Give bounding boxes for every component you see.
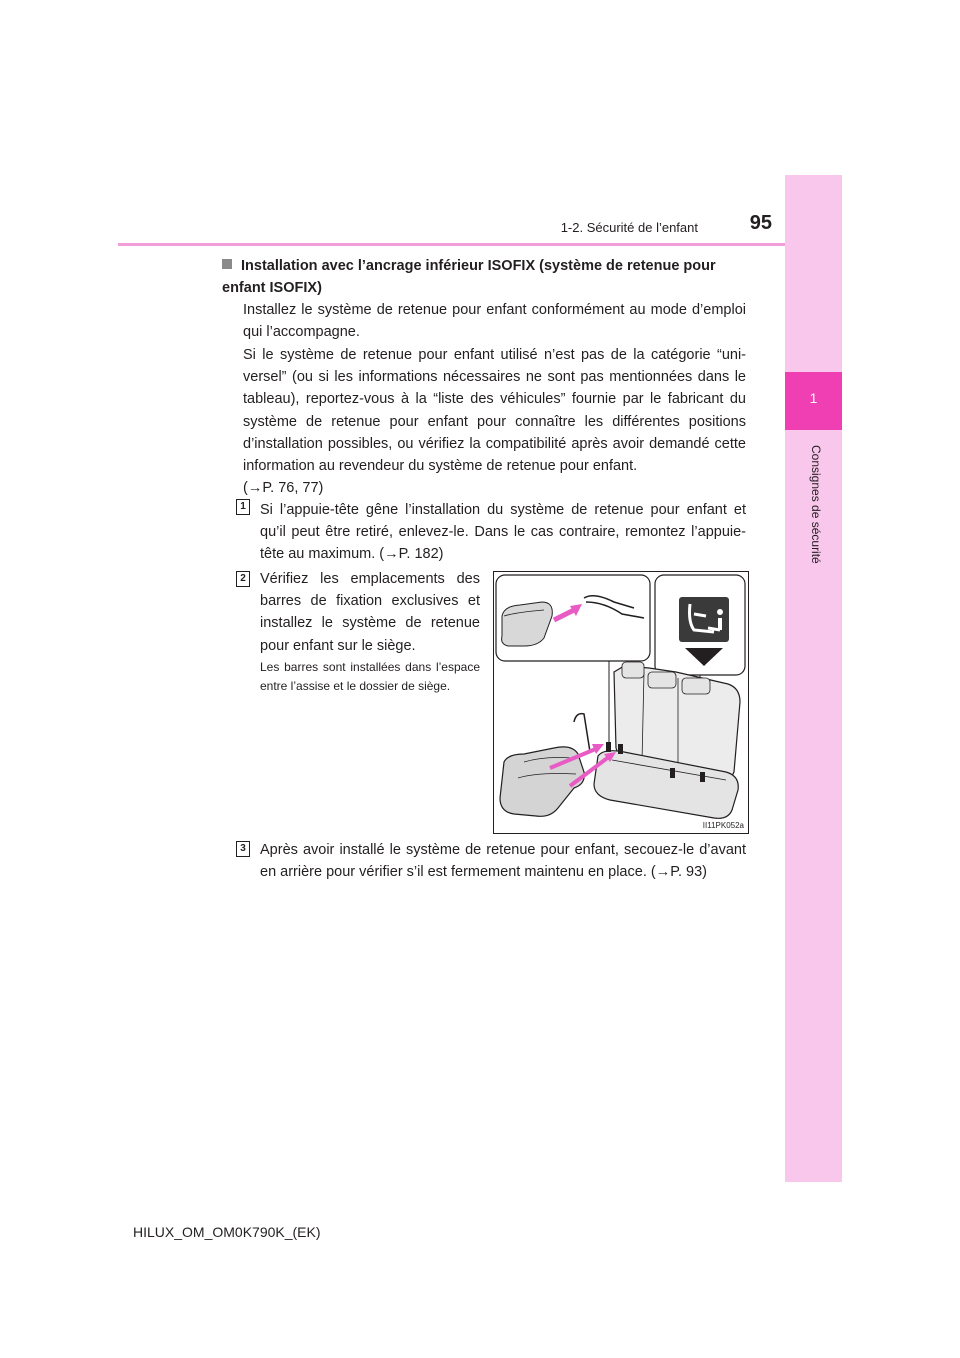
- seat-illustration: [494, 572, 748, 833]
- header-rule: [118, 243, 785, 246]
- isofix-installation-figure: [493, 571, 749, 834]
- step-number-badge: 1: [236, 499, 250, 515]
- section-title: 1-2. Sécurité de l’enfant: [560, 220, 698, 235]
- step-text: Si l’appuie-tête gêne l’installation du système de retenue pour enfant et qu’il peut être retiré, enlevez-le. Dans le cas contraire, remontez l’appuie-tête au maximum. (→P. 182): [260, 502, 746, 563]
- subsection-heading-text: Installation avec l’ancrage inférieur ISOFIX (système de retenue pour enfant ISOFIX): [222, 258, 716, 296]
- paragraph-reference: (→P. 76, 77): [243, 480, 324, 496]
- document-code-footer: HILUX_OM_OM0K790K_(EK): [133, 1224, 321, 1240]
- paragraph-compatibility: Si le système de retenue pour enfant utilisé n’est pas de la catégorie “uni- versel” (ou si les informations nécessaires ne sont pas mentionnées dans le tableau), reportez-vous à la “liste des véhicules” fournie par le fabricant du système de retenue pour enfant pour connaître les différentes positions d’installation possibles, ou vérifiez la compatibilité après avoir demandé cette information au revendeur du système de retenue pour enfant.: [243, 347, 746, 475]
- step-number-badge: 3: [236, 841, 250, 857]
- step-number-badge: 2: [236, 571, 250, 587]
- page-number: 95: [749, 212, 772, 234]
- paragraph-intro: Installez le système de retenue pour enfant conformément au mode d’emploi qui l’accompagne.: [243, 302, 746, 341]
- figure-code: II11PK052a: [702, 821, 744, 830]
- chapter-side-tab: [785, 175, 842, 1182]
- subsection-heading: [222, 255, 746, 299]
- square-bullet-icon: [222, 259, 232, 269]
- chapter-title: Consignes de sécurité: [809, 445, 823, 564]
- step-note: Les barres sont installées dans l’espace entre l’assise et le dossier de siège.: [260, 660, 480, 693]
- chapter-number: 1: [809, 390, 818, 406]
- step-text: Après avoir installé le système de retenue pour enfant, secouez-le d’avant en arrière pour vérifier s’il est fermement maintenu en place. (→P. 93): [260, 842, 746, 881]
- step-text: Vérifiez les emplacements des barres de fixation exclusives et installez le système de retenue pour enfant sur le siège.: [260, 571, 480, 654]
